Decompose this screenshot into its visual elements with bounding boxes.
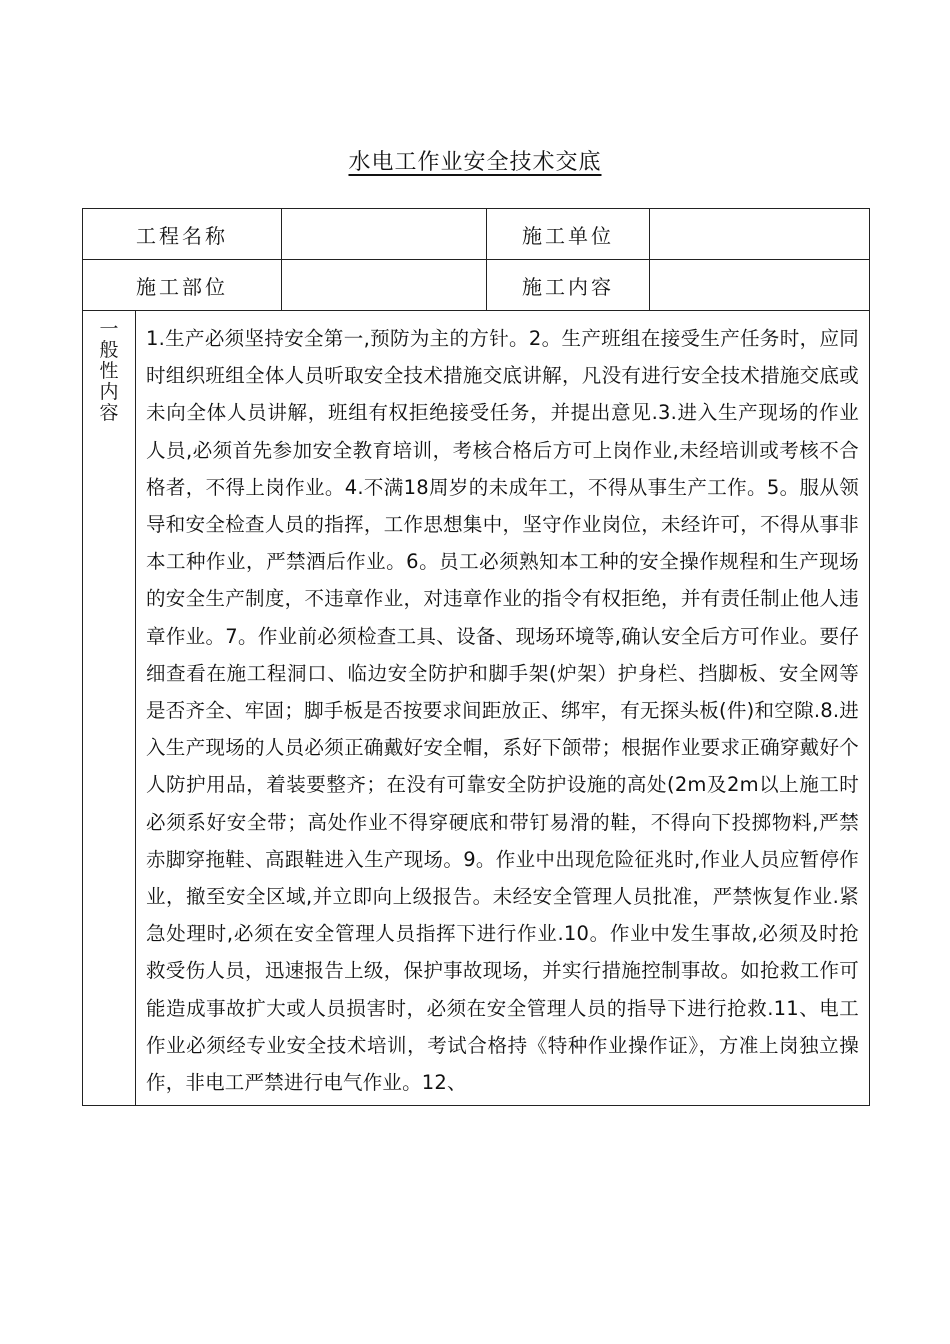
project-name-field[interactable] [282,209,487,260]
construction-content-label: 施工内容 [487,260,650,311]
general-section-text: 1.生产必须坚持安全第一,预防为主的方针。2。生产班组在接受生产任务时，应同时组织班组全体人员听取安全技术措施交底讲解，凡没有进行安全技术措施交底或未向全体人员讲解，班组有权拒绝接受任务，并提出意见.3.进入生产现场的作业人员,必须首先参加安全教育培训，考核合格后方可上岗作业,未经培训或考核不合格者，不得上岗作业。4.不满18周岁的未成年工，不得从事生产工作。5。服从领导和安全检查人员的指挥，工作思想集中，坚守作业岗位，未经许可，不得从事非本工种作业，严禁酒后作业。6。员工必须熟知本工种的安全操作规程和生产现场的安全生产制度，不违章作业，对违章作业的指令有权拒绝，并有责任制止他人违章作业。7。作业前必须检查工具、设备、现场环境等,确认安全后方可作业。要仔细查看在施工程洞口、临边安全防护和脚手架(炉架）护身栏、挡脚板、安全网等是否齐全、牢固；脚手板是否按要求间距放正、绑牢，有无探头板(件)和空隙.8.进入生产现场的人员必须正确戴好安全帽，系好下颌带；根据作业要求正确穿戴好个人防护用品，着装要整齐；在没有可靠安全防护设施的高处(2m及2m以上施工时必须系好安全带；高处作业不得穿硬底和带钉易滑的鞋，不得向下投掷物料,严禁赤脚穿拖鞋、高跟鞋进入生产现场。9。作业中出现危险征兆时,作业人员应暂停作业，撤至安全区域,并立即向上级报告。未经安全管理人员批准，严禁恢复作业.紧急处理时,必须在安全管理人员指挥下进行作业.10。作业中发生事故,必须及时抢救受伤人员，迅速报告上级，保护事故现场，并实行措施控制事故。如抢救工作可能造成事故扩大或人员损害时，必须在安全管理人员的指导下进行抢救.11、电工作业必须经专业安全技术培训，考试合格持《特种作业操作证》，方准上岗独立操作，非电工严禁进行电气作业。12、 [136,311,870,1106]
form-row-project [83,209,870,260]
form-row-part [83,260,870,311]
project-name-label: 工程名称 [83,209,282,260]
construction-unit-field[interactable] [650,209,870,260]
general-section-label-cell [83,311,136,1106]
general-section-label: 一般性内容 [99,318,119,424]
form-row-general [83,311,870,1106]
disclosure-form-table [82,208,870,1106]
document-title-text: 水电工作业安全技术交底 [348,150,602,175]
construction-content-field[interactable] [650,260,870,311]
construction-part-label: 施工部位 [83,260,282,311]
construction-part-field[interactable] [282,260,487,311]
construction-unit-label: 施工单位 [487,209,650,260]
document-title [0,145,950,176]
